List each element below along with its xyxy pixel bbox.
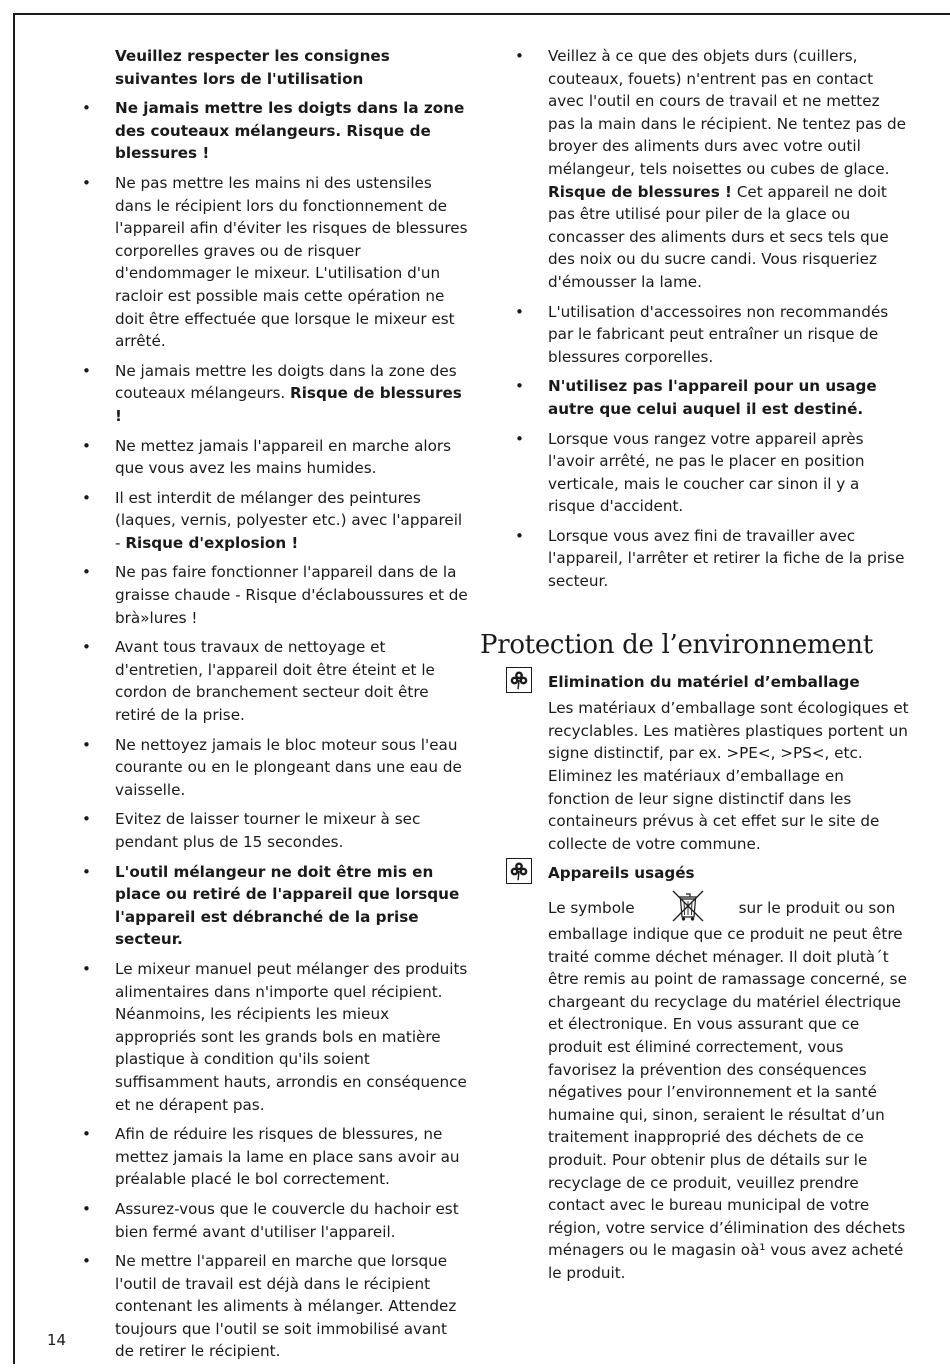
packaging-heading-text: Elimination du matériel d’emballage [548,672,860,691]
list-item [513,45,909,294]
item-bold-text: N'utilisez pas l'appareil pour un usage autre que celui auquel il est destiné. [548,377,877,418]
list-item [80,808,468,853]
left-bullet-list [80,97,468,1363]
bullet-icon: • [515,526,524,545]
item-text: Il est interdit de mélanger des peintures (laques, vernis, polyester etc.) avec l'appareil - [115,488,463,552]
frame-left-border [13,13,15,1364]
right-column [480,45,909,1292]
packaging-text: Les matériaux d’emballage sont écologiques et recyclables. Les matières plastiques portent un signe distinctif, par ex. >PE<, >PS<, etc. Eliminez les matériaux d’emballage en fonction de leur signe distinctif dans les containeurs prévus à cet effet sur le site de collecte de votre commune. [548,699,909,853]
bullet-icon: • [515,429,524,448]
list-item [513,428,909,518]
left-column [80,45,468,1370]
list-item [80,734,468,802]
list-item [513,525,909,593]
item-bold-text: Risque de blessures ! [115,384,462,425]
list-item [80,861,468,951]
old-devices-heading [513,862,909,885]
list-item [80,1250,468,1363]
list-item [80,487,468,555]
list-item [80,958,468,1116]
item-text: Afin de réduire les risques de blessures, ne mettez jamais la lame en place sans avoir au préalable placé le bol correctement. [115,1125,460,1189]
section-title: Protection de l’environnement [480,629,873,660]
packaging-heading [513,671,909,694]
bullet-icon: • [82,563,91,582]
item-text: Evitez de laisser tourner le mixeur à sec pendant plus de 15 secondes. [115,810,421,851]
item-text: Ne jamais mettre les doigts dans la zone des couteaux mélangeurs. [115,361,457,403]
item-text: Ne pas faire fonctionner l'appareil dans de la graisse chaude - Risque d'éclaboussures et de brà»lures ! [115,563,468,627]
frame-top-border [14,13,950,15]
list-item [80,1123,468,1191]
item-text: Ne mettre l'appareil en marche que lorsque l'outil de travail est déjà dans le récipient contenant les aliments à mélanger. Attendez toujours que l'outil se soit immobilisé avant de retirer le récipient. [115,1252,457,1361]
safety-intro: Veuillez respecter les consignes suivantes lors de l'utilisation [115,47,390,88]
item-bold-text: L'outil mélangeur ne doit être mis en place ou retiré de l'appareil que lorsque l'appareil est débranché de la prise secteur. [115,862,460,949]
bullet-icon: • [82,1125,91,1144]
list-item [80,97,468,165]
bullet-icon: • [82,862,91,881]
item-text: L'utilisation d'accessoires non recommandés par le fabricant peut entraîner un risque de blessures corporelles. [548,302,889,366]
list-item [513,301,909,369]
item-text: Veillez à ce que des objets durs (cuillers, couteaux, fouets) n'entrent pas en contact avec l'outil en cours de travail et ne mettez pas la main dans le récipient. Ne tentez pas de broyer des aliments durs avec votre outil mélangeur, tels noisettes ou cubes de glace. [548,47,907,178]
bullet-icon: • [82,638,91,657]
old-devices-text-before: Le symbole [548,899,635,917]
clover-icon [506,858,532,884]
list-item [80,360,468,428]
old-devices-text-after: sur le produit ou son emballage indique que ce produit ne peut être traité comme déchet ménager. Il doit plutà´t être remis au point de ramassage concerné, se chargeant du recyclage du matériel électrique et électronique. En vous assurant que ce produit est éliminé correctement, vous favorisez la prévention des conséquences négatives pour l’environnement et la santé humaine qui, sinon, seraient le résultat d’un traitement inapproprié des déchets de ce produit. Pour obtenir plus de détails sur le recyclage de ce produit, veuillez prendre contact avec le bureau municipal de votre région, votre service d’élimination des déchets ménagers ou le magasin oà¹ vous avez acheté le produit. [548,899,907,1282]
item-bold-text: Risque d'explosion ! [125,533,299,552]
clover-icon [506,667,532,693]
item-bold-text: Risque de blessures ! [548,182,732,201]
bullet-icon: • [515,302,524,321]
item-text: Assurez-vous que le couvercle du hachoir est bien fermé avant d'utiliser l'appareil. [115,1199,459,1241]
bullet-icon: • [82,99,91,118]
list-item [80,172,468,353]
bullet-icon: • [82,488,91,507]
item-text: Avant tous travaux de nettoyage et d'entretien, l'appareil doit être éteint et le cordon de branchement secteur doit être retiré de la prise. [115,638,435,725]
item-text: Cet appareil ne doit pas être utilisé pour piler de la glace ou concasser des aliments durs et secs tels que des noix ou du sucre candi. Vous risqueriez d'émousser la lame. [548,182,889,291]
item-text: Lorsque vous rangez votre appareil après l'avoir arrêté, ne pas le placer en position verticale, mais le coucher car sinon il y a risque d'accident. [548,429,865,516]
bullet-icon: • [82,959,91,978]
crossed-bin-icon [667,889,709,923]
item-text: Ne mettez jamais l'appareil en marche alors que vous avez les mains humides. [115,436,452,478]
bullet-icon: • [82,735,91,754]
bullet-icon: • [515,47,524,65]
list-item [513,375,909,420]
bullet-icon: • [515,377,524,396]
list-item [80,561,468,629]
bullet-icon: • [82,810,91,829]
item-text: Lorsque vous avez fini de travailler avec l'appareil, l'arrêter et retirer la fiche de la prise secteur. [548,526,905,591]
list-item [80,636,468,726]
bullet-icon: • [82,1199,91,1218]
list-item [80,435,468,480]
bullet-icon: • [82,436,91,455]
page-number: 14 [47,1331,67,1349]
item-text: Ne pas mettre les mains ni des ustensiles dans le récipient lors du fonctionnement de l'appareil afin d'éviter les risques de blessures corporelles graves ou de risquer d'endommager le mixeur. L'utilisation d'un racloir est possible mais cette opération ne doit être effectuée que lorsque le mixeur est arrêté. [115,173,468,351]
old-devices-heading-text: Appareils usagés [548,864,695,883]
right-bullet-list [513,45,909,593]
old-devices-text [513,889,909,1285]
item-text: Ne nettoyez jamais le bloc moteur sous l'eau courante ou en le plongeant dans une eau de vaisselle. [115,735,462,799]
bullet-icon: • [82,361,91,380]
bullet-icon: • [82,1252,91,1271]
bullet-icon: • [82,173,91,192]
list-item [80,1198,468,1243]
item-bold-text: Ne jamais mettre les doigts dans la zone des couteaux mélangeurs. Risque de blessures ! [115,99,465,163]
item-text: Le mixeur manuel peut mélanger des produits alimentaires dans n'importe quel récipient. Néanmoins, les récipients les mieux appropriés sont les grands bols en matière plastique à condition qu'ils soient suffisamment hauts, arrondis en conséquence et ne dérapent pas. [115,959,468,1114]
